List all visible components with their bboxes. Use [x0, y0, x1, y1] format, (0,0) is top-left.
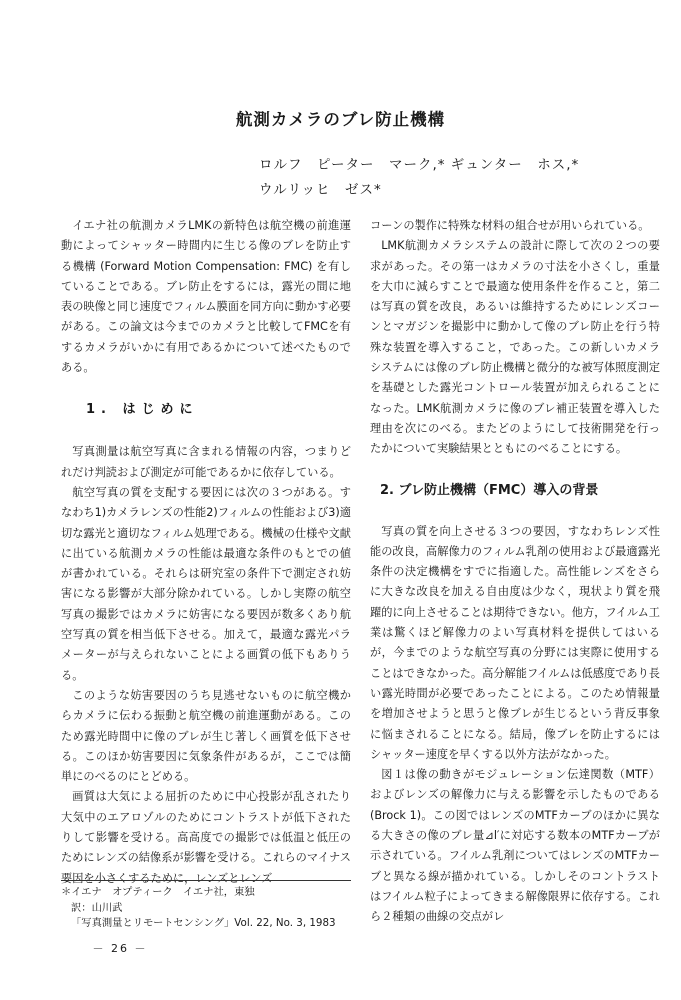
paragraph: 写真の質を向上させる３つの要因，すなわちレンズ性能の改良，高解像力のフィルム乳剤の使用および最適露光条件の決定機構をすでに指適した。高性能レンズをさらに大きな改良を加える自由度は少なく，現状より質を飛躍的に向上させることは期待できない。他方，フイルム工業は驚くほど解像力のよい写真材料を提供してはいるが，今までのような航空写真の分野には実際に使用することはできなかった。高分解能フイルムは低感度であり長い露光時間が必要であったことによる。このため情報量を増加させようと思うと像ブレが生じるという背反事象に悩まされることになる。結局，像ブレを防止するにはシャッター速度を早くする以外方法がなかった。 [370, 524, 660, 761]
left-column [61, 216, 351, 889]
footnotes [61, 885, 361, 932]
paragraph-continuation: コーンの製作に特殊な材料の組合せが用いられている。 [370, 219, 650, 232]
abstract: イエナ社の航測カメラLMKの新特色は航空機の前進運動によってシャッター時間内に生じる像のブレを防止する機構 (Forward Motion Compensation: FMC) を有していることである。ブレ防止をするには，露光の間に地表の映像と同じ速度でフィルム膜面を同方向に動かす必要がある。この論文は今までのカメラと比較してFMCを有するカメラがいかに有用であるかについて述べたものである。 [61, 219, 351, 375]
page-number: － 26 － [92, 942, 148, 955]
author-line-1: ロルフ ピーター マーク,* ギュンター ホス,* [259, 157, 580, 173]
paragraph: LMK航測カメラシステムの設計に際して次の２つの要求があった。その第一はカメラの寸法を小さくし，重量を大巾に減らすことで最適な使用条件を作ること，第二は写真の質を改良，あるいは維持するためにレンズコーンとマガジンを撮影中に動かして像のブレ防止を行う特殊な装置を導入すること，であった。この新しいカメラシステムには像のブレ防止機構と微分的な被写体照度測定を基礎とした露光コントロール装置が加えられることになった。LMK航測カメラに像のブレ補正装置を導入した理由を次にのべる。またどのようにして技術開発を行ったかについて実験結果とともにのべることにする。 [370, 239, 660, 456]
paragraph: このような妨害要因のうち見逃せないものに航空機からカメラに伝わる振動と航空機の前進運動がある。このため露光時間中に像のブレが生じ著しく画質を低下させる。このほか妨害要因に気象条件があるが，ここでは簡単にのべるのにとどめる。 [61, 688, 351, 784]
author-line-2: ウルリッヒ ゼス* [259, 182, 382, 198]
section-1-heading: 1. はじめに [86, 402, 199, 418]
article-title: 航測カメラのブレ防止機構 [235, 110, 446, 129]
footnote-translator: 訳：山川武 [71, 901, 123, 914]
paragraph: 図１は像の動きがモジュレーション伝達関数（MTF）およびレンズの解像力に与える影響を示したものである(Brock 1)。この図ではレンズのMTFカーブのほかに異なる大きさの像のブレ量⊿l′に対応する数本のMTFカーブが示されている。フイルム乳剤についてはレンズのMTFカーブと異なる線が描かれている。しかしそのコントラストはフイルム粒子によってきまる解像限界に依存する。これら２種類の曲線の交点がレ [370, 768, 660, 924]
footnote-affiliation: ＊イエナ オプティーク イエナ社，東独 [61, 886, 255, 898]
footnote-divider [61, 880, 351, 881]
paragraph: 写真測量は航空写真に含まれる情報の内容，つまりどれだけ判読および測定が可能であるかに依存している。 [61, 445, 351, 479]
footnote-citation: 「写真測量とリモートセンシング」Vol. 22, No. 3, 1983 [71, 917, 336, 929]
paragraph: 画質は大気による屈折のために中心投影が乱されたり大気中のエアロゾルのためにコントラストが低下されたりして影響を受ける。高高度での撮影では低温と低圧のためにレンズの結像系が影響を受ける。これらのマイナス要因を小さくするために，レンズとレンズ [61, 790, 351, 885]
right-column [370, 216, 660, 928]
section-2-heading: 2. ブレ防止機構（FMC）導入の背景 [380, 482, 599, 498]
paragraph: 航空写真の質を支配する要因には次の３つがある。すなわち1)カメラレンズの性能2)フィルムの性能および3)適切な露光と適切なフィルム処理である。機械の仕様や文献に出ている航測カメラの性能は最適な条件のもとでの値が書かれている。それらは研究室の条件下で測定され妨害になる影響が大部分除かれている。しかし実際の航空写真の撮影ではカメラに妨害になる要因が数多くあり航空写真の質を相当低下させる。加えて，最適な露光パラメーターが与えられないことによる画質の低下もありうる。 [61, 485, 351, 682]
